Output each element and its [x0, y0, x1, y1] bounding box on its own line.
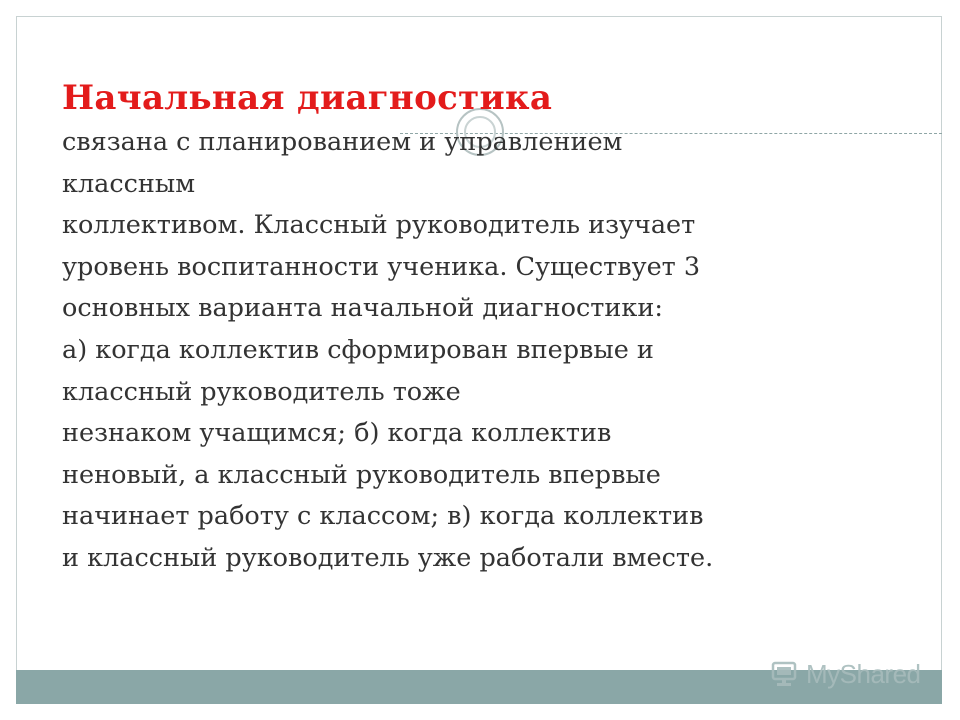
- body-line-9: неновый, а классный руководитель впервые: [62, 459, 661, 490]
- body-line-10: начинает работу с классом; в) когда коллектив: [62, 501, 704, 532]
- body-line-7: классный руководитель тоже: [62, 376, 461, 407]
- body-line-4: уровень воспитанности ученика. Существует 3: [62, 251, 701, 282]
- body-line-3: коллективом. Классный руководитель изучает: [62, 210, 696, 241]
- slide-title: Начальная диагностика: [62, 78, 553, 118]
- watermark-text: MyShared: [806, 658, 921, 689]
- myshared-logo-icon: [770, 660, 800, 688]
- watermark: [770, 656, 921, 692]
- body-line-1: связана с планированием и управлением: [62, 127, 623, 157]
- body-line-2: классным: [62, 168, 196, 199]
- body-line-5: основных варианта начальной диагностики:: [62, 293, 663, 324]
- body-line-11: и классный руководитель уже работали вместе.: [62, 542, 714, 573]
- slide-body: [62, 122, 902, 580]
- body-line-8: незнаком учащимся; б) когда коллектив: [62, 418, 612, 449]
- slide-content: [62, 74, 902, 580]
- body-line-6: а) когда коллектив сформирован впервые и: [62, 334, 654, 365]
